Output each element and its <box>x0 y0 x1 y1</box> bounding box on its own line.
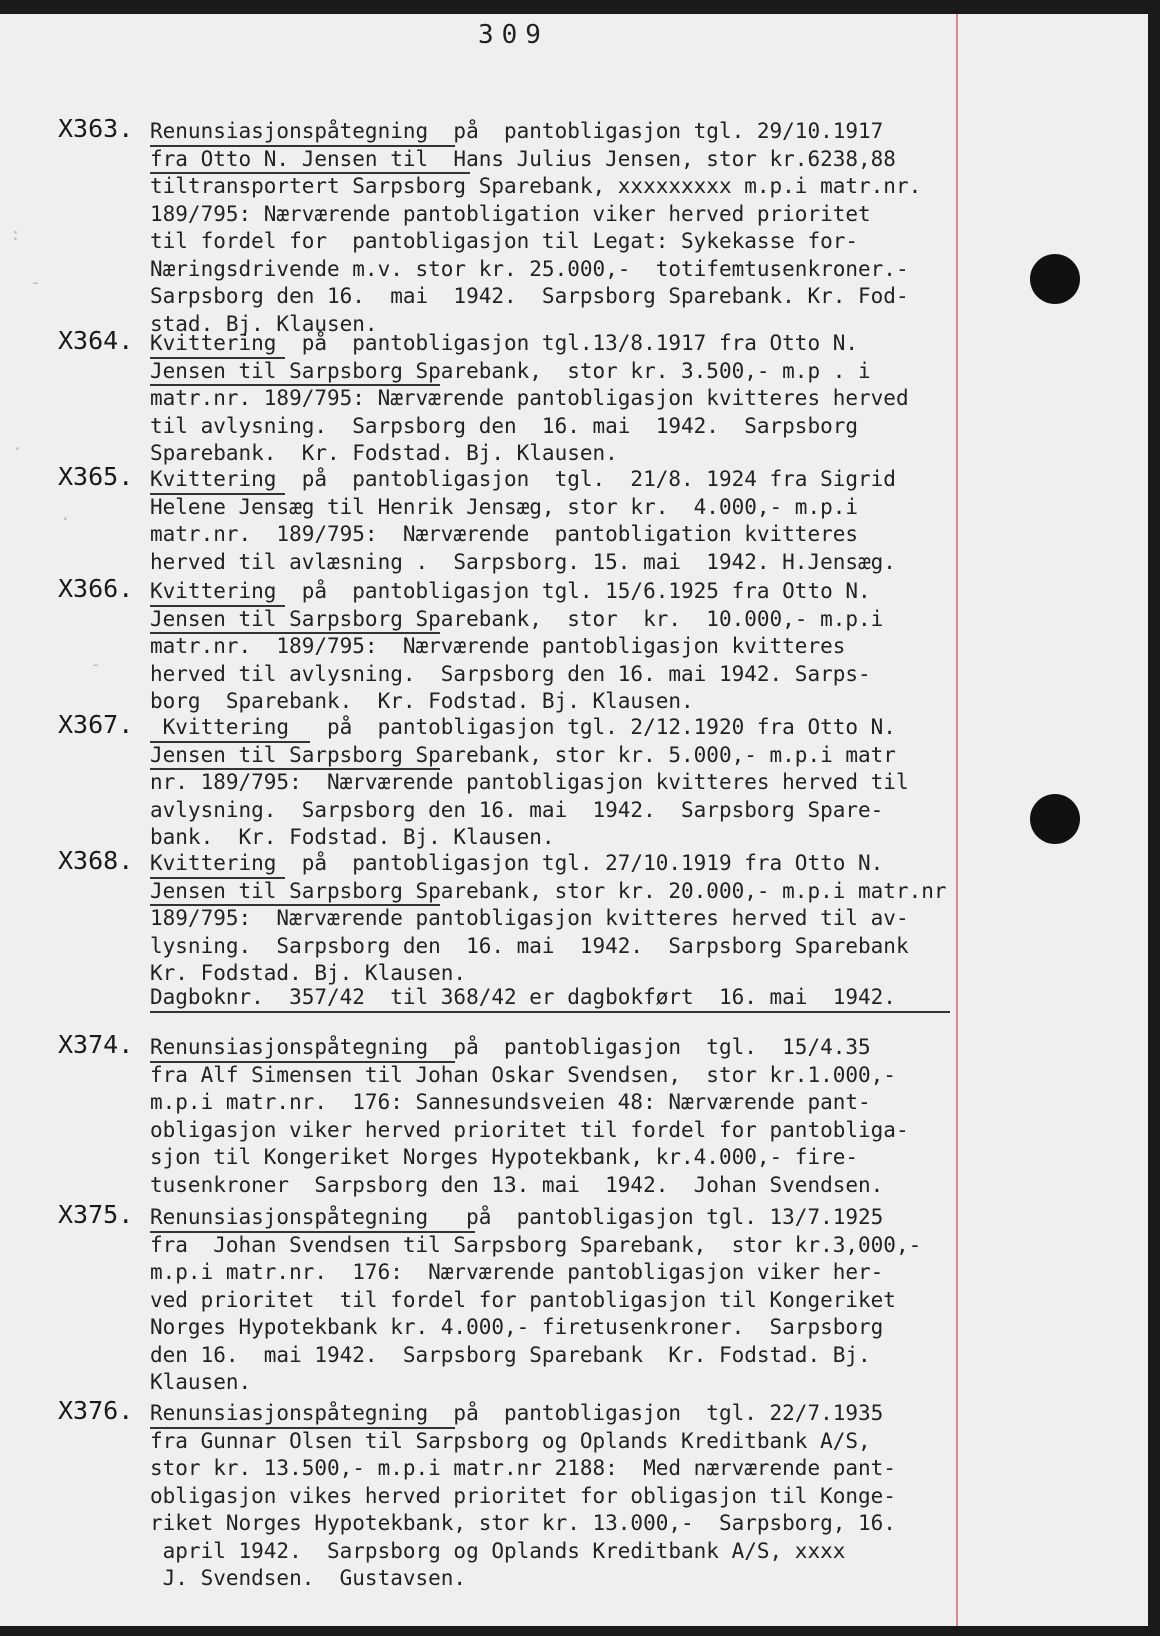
entry-line: Jensen til Sarpsborg Sparebank, stor kr. 10.000,- m.p.i <box>150 606 884 631</box>
entry-line: Jensen til Sarpsborg Sparebank, stor kr. 20.000,- m.p.i matr.nr <box>150 878 947 903</box>
bleed-through-mark: . <box>60 504 71 525</box>
entry-line: Jensen til Sarpsborg Sparebank, stor kr. 5.000,- m.p.i matr <box>150 742 896 767</box>
ledger-page <box>0 14 1148 1626</box>
entry-line: herved til avlæsning . Sarpsborg. 15. mai 1942. H.Jensæg. <box>150 549 896 574</box>
entry-line: sjon til Kongeriket Norges Hypotekbank, kr.4.000,- fire- <box>150 1145 859 1169</box>
entry-line: obligasjon viker herved prioritet til fordel for pantobliga- <box>150 1117 909 1142</box>
entry-line: til avlysning. Sarpsborg den 16. mai 1942. Sarpsborg <box>150 413 859 438</box>
entry-line: J. Svendsen. Gustavsen. <box>150 1566 467 1590</box>
title-underline <box>150 768 440 770</box>
bleed-through-mark: . <box>12 434 23 455</box>
entry-line: Renunsiasjonspåtegning på pantobligasjon tgl. 15/4.35 <box>150 1035 871 1059</box>
entry-line: den 16. mai 1942. Sarpsborg Sparebank Kr. Fodstad. Bj. <box>150 1342 871 1367</box>
entry-text <box>150 850 947 988</box>
entry-line: Kvittering på pantobligasjon tgl. 21/8. 1924 fra Sigrid <box>150 467 896 491</box>
entry-number: X374. <box>58 1030 134 1059</box>
title-underline <box>150 384 440 386</box>
entry-line: Sparebank. Kr. Fodstad. Bj. Klausen. <box>150 441 618 465</box>
entry-line: 189/795: Nærværende pantobligasjon kvitteres herved til av- <box>150 906 909 930</box>
title-underline <box>150 357 285 359</box>
punch-hole <box>1030 794 1080 844</box>
entry-line: Renunsiasjonspåtegning på pantobligasjon tgl. 29/10.1917 <box>150 119 884 143</box>
entry-line: Renunsiasjonspåtegning på pantobligasjon tgl. 13/7.1925 <box>150 1205 884 1229</box>
bleed-through-mark: - <box>90 654 101 675</box>
margin-rule <box>956 14 958 1626</box>
entry-text <box>150 578 883 716</box>
entry-line: Renunsiasjonspåtegning på pantobligasjon tgl. 22/7.1935 <box>150 1401 884 1425</box>
title-underline <box>150 605 285 607</box>
entry-line: herved til avlysning. Sarpsborg den 16. mai 1942. Sarps- <box>150 661 871 686</box>
diary-summary <box>150 984 896 1012</box>
entry-number: X367. <box>58 710 134 739</box>
entry-line: til fordel for pantobligasjon til Legat: Sykekasse for- <box>150 229 859 253</box>
title-underline <box>150 1061 455 1063</box>
entry-line: bank. Kr. Fodstad. Bj. Klausen. <box>150 825 555 849</box>
entry-line: borg Sparebank. Kr. Fodstad. Bj. Klausen. <box>150 689 694 713</box>
entry-line: Kvittering på pantobligasjon tgl. 15/6.1925 fra Otto N. <box>150 579 871 603</box>
title-underline <box>150 904 440 906</box>
bleed-through-mark: - <box>30 272 41 293</box>
title-underline <box>150 632 440 634</box>
entry-line: april 1942. Sarpsborg og Oplands Kreditbank A/S, xxxx <box>150 1538 846 1563</box>
entry-line: matr.nr. 189/795: Nærværende pantobligasjon kvitteres herved <box>150 386 909 410</box>
entry-line: Kvittering på pantobligasjon tgl. 27/10.1919 fra Otto N. <box>150 851 884 875</box>
entry-line: Sarpsborg den 16. mai 1942. Sarpsborg Sparebank. Kr. Fod- <box>150 284 909 308</box>
entry-text <box>150 330 909 468</box>
entry-line: Kvittering på pantobligasjon tgl. 2/12.1920 fra Otto N. <box>150 715 896 739</box>
title-underline <box>150 172 470 174</box>
entry-line: nr. 189/795: Nærværende pantobligasjon kvitteres herved til <box>150 770 909 794</box>
entry-line: stad. Bj. Klausen. <box>150 311 378 336</box>
entry-number: X368. <box>58 846 134 875</box>
entry-line: Klausen. <box>150 1370 252 1394</box>
entry-line: riket Norges Hypotekbank, stor kr. 13.000,- Sarpsborg, 16. <box>150 1511 896 1535</box>
title-underline <box>150 1427 455 1429</box>
entry-number: X376. <box>58 1396 134 1425</box>
entry-line: lysning. Sarpsborg den 16. mai 1942. Sarpsborg Sparebank <box>150 933 909 958</box>
entry-line: Jensen til Sarpsborg Sparebank, stor kr. 3.500,- m.p . i <box>150 358 871 383</box>
page-number: 309 <box>478 20 549 50</box>
entry-line: 189/795: Nærværende pantobligation viker herved prioritet <box>150 201 871 226</box>
entry-line: Norges Hypotekbank kr. 4.000,- firetusenkroner. Sarpsborg <box>150 1315 884 1339</box>
entry-line: Helene Jensæg til Henrik Jensæg, stor kr. 4.000,- m.p.i <box>150 494 859 519</box>
punch-hole <box>1030 254 1080 304</box>
entry-line: Kvittering på pantobligasjon tgl.13/8.1917 fra Otto N. <box>150 331 859 355</box>
entry-line: tusenkroner Sarpsborg den 13. mai 1942. Johan Svendsen. <box>150 1172 884 1197</box>
entry-text <box>150 714 909 852</box>
entry-line: fra Johan Svendsen til Sarpsborg Sparebank, stor kr.3,000,- <box>150 1232 922 1257</box>
title-underline <box>150 493 285 495</box>
title-underline <box>150 145 455 147</box>
bleed-through-mark: : <box>10 224 21 245</box>
entry-line: fra Otto N. Jensen til Hans Julius Jensen, stor kr.6238,88 <box>150 146 896 171</box>
title-underline <box>150 741 310 743</box>
entry-line: m.p.i matr.nr. 176: Sannesundsveien 48: Nærværende pant- <box>150 1090 871 1114</box>
entry-number: X375. <box>58 1200 134 1229</box>
entry-line: fra Alf Simensen til Johan Oskar Svendsen, stor kr.1.000,- <box>150 1062 896 1087</box>
entry-line: fra Gunnar Olsen til Sarpsborg og Oplands Kreditbank A/S, <box>150 1428 871 1453</box>
title-underline <box>150 877 285 879</box>
entry-line: matr.nr. 189/795: Nærværende pantobligation kvitteres <box>150 522 859 546</box>
entry-number: X364. <box>58 326 134 355</box>
entry-number: X366. <box>58 574 134 603</box>
entry-line: stor kr. 13.500,- m.p.i matr.nr 2188: Med nærværende pant- <box>150 1456 896 1480</box>
entry-line: Næringsdrivende m.v. stor kr. 25.000,- totifemtusenkroner.- <box>150 256 909 281</box>
entry-line: avlysning. Sarpsborg den 16. mai 1942. Sarpsborg Spare- <box>150 797 884 822</box>
entry-text <box>150 1034 909 1199</box>
entry-line: m.p.i matr.nr. 176: Nærværende pantobligasjon viker her- <box>150 1260 884 1284</box>
entry-text <box>150 466 896 576</box>
entry-number: X363. <box>58 114 134 143</box>
entry-text <box>150 118 921 338</box>
summary-underline <box>150 1011 950 1013</box>
entry-line: matr.nr. 189/795: Nærværende pantobligasjon kvitteres <box>150 634 846 658</box>
entry-number: X365. <box>58 462 134 491</box>
entry-line: tiltransportert Sarpsborg Sparebank, xxxxxxxxx m.p.i matr.nr. <box>150 174 922 198</box>
entry-line: ved prioritet til fordel for pantobligasjon til Kongeriket <box>150 1287 896 1312</box>
summary-line: Dagboknr. 357/42 til 368/42 er dagbokført 16. mai 1942. <box>150 985 896 1009</box>
title-underline <box>150 1231 475 1233</box>
entry-line: obligasjon vikes herved prioritet for obligasjon til Konge- <box>150 1483 896 1508</box>
entry-line: Kr. Fodstad. Bj. Klausen. <box>150 961 467 985</box>
